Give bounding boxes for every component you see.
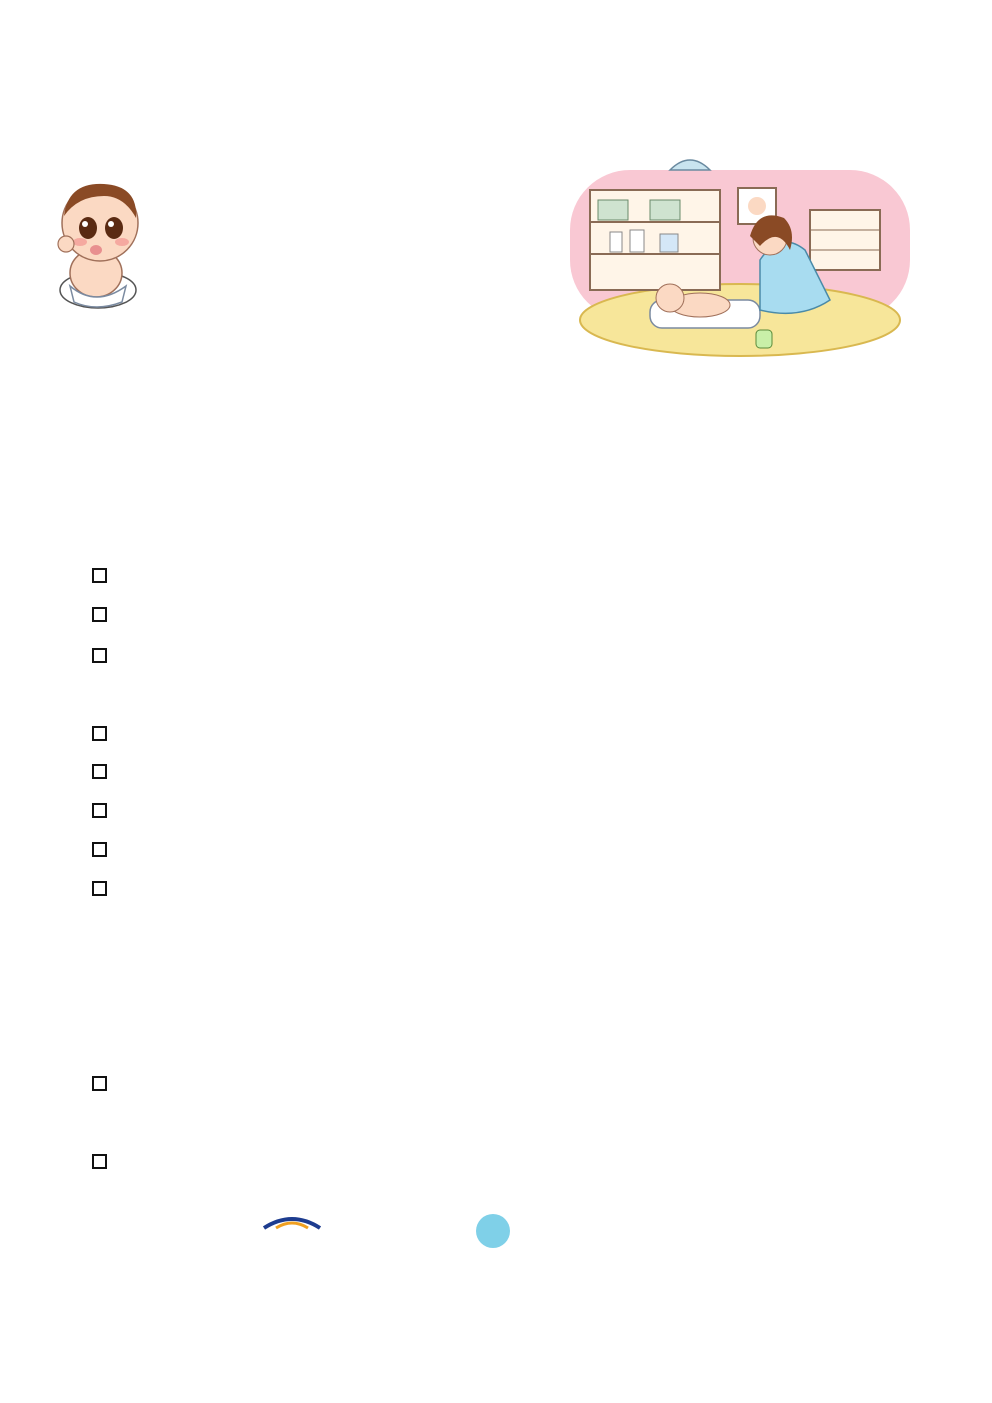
info-supplies-heading (92, 1072, 121, 1096)
info-period (92, 799, 207, 823)
checkbox-icon (92, 1154, 107, 1169)
info-apply (92, 838, 207, 862)
mom-baby-massage-illustration (570, 150, 910, 360)
checkbox-icon (92, 842, 107, 857)
checkbox-icon (92, 803, 107, 818)
baby-illustration (48, 178, 158, 313)
saeil-logo-badge (476, 1214, 510, 1248)
suseong-logo (258, 1210, 328, 1256)
info-capacity (92, 603, 207, 627)
info-target (92, 564, 121, 588)
info-place (92, 760, 207, 784)
checkbox-icon (92, 764, 107, 779)
top-decorative-border (45, 92, 905, 138)
info-schedule (92, 644, 207, 668)
checkbox-icon (92, 1076, 107, 1091)
info-fee (92, 722, 207, 746)
info-contact (92, 1150, 121, 1174)
bottom-decorative-border (65, 1282, 925, 1332)
suseong-logo-mark-icon (262, 1214, 322, 1230)
checkbox-icon (92, 648, 107, 663)
checkbox-icon (92, 881, 107, 896)
footer-logos (258, 1210, 728, 1256)
checkbox-icon (92, 607, 107, 622)
intro-line-3 (0, 500, 992, 540)
checkbox-icon (92, 726, 107, 741)
info-content-heading (92, 877, 121, 901)
checkbox-icon (92, 568, 107, 583)
